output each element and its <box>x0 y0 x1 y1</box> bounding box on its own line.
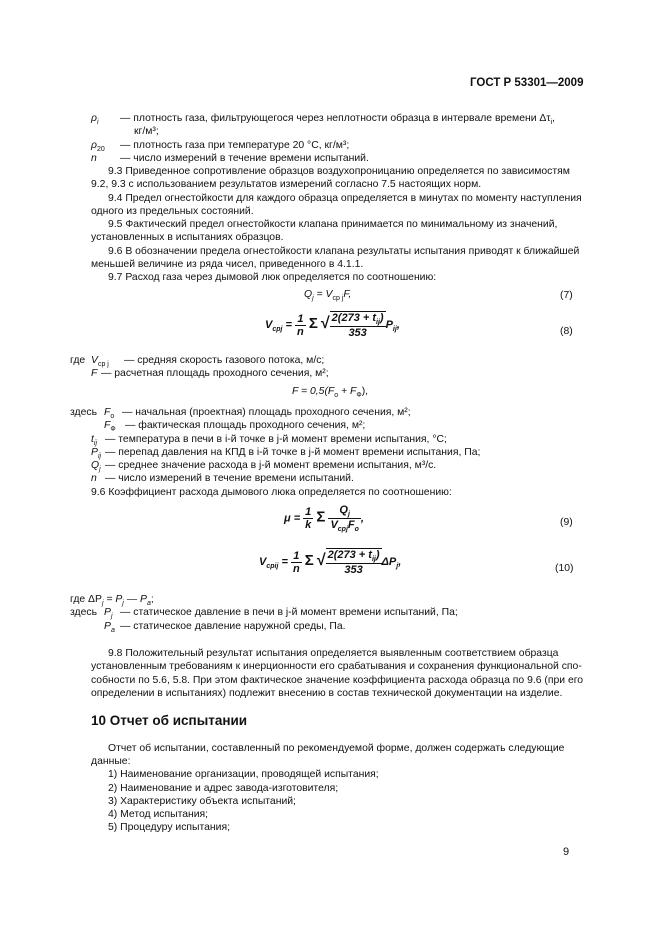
def-ff-sym: $F_Ф$ <box>104 420 116 434</box>
para-9-7: 9.7 Расход газа через дымовой люк определяется по соотношению: <box>108 272 437 283</box>
def-t-text: — температура в печи в i-й точке в j-й момент времени испытания, °С; <box>105 434 447 445</box>
list-item: 3) Характеристику объекта испытаний; <box>108 796 296 807</box>
document-id: ГОСТ Р 53301—2009 <box>470 77 584 89</box>
para-9-5-line2: установленных в испытаниях образцов. <box>91 232 284 243</box>
list-item: 1) Наименование организации, проводящей испытания; <box>108 769 379 780</box>
def-fo-text: — начальная (проектная) площадь проходного сечения, м²; <box>122 407 411 418</box>
def-f-text: — расчетная площадь проходного сечения, м²; <box>101 368 329 379</box>
formula-area: $F = 0,5(F_о + F_Ф)$, <box>292 386 369 400</box>
def-pa-sym: $P_a$ <box>104 621 115 635</box>
def-n-sym: n <box>91 153 97 164</box>
formula-8: $V_{cpj}$ = $\frac{1}{n}$ Σ √ $\frac{2(273 + t_{ij})}{353}$ $P_{ij}$, <box>265 312 400 340</box>
def-t-sym: $t_{ij}$ <box>91 434 98 448</box>
para-9-8-line1: 9.8 Положительный результат испытания определяется выявленным соответствием образца <box>108 648 559 659</box>
list-item: 2) Наименование и адрес завода-изготовителя; <box>108 783 339 794</box>
para-9-3-line2: 9.2, 9.3 с использованием результатов измерений согласно 7.5 настоящих норм. <box>91 179 482 190</box>
equation-number-9: (9) <box>560 517 573 528</box>
def-p-sym: $P_{ij}$ <box>91 447 102 461</box>
section-10-title: 10 Отчет об испытании <box>91 713 248 728</box>
def-rho-i-cont: кг/м³; <box>134 126 159 137</box>
list-item: 4) Метод испытания; <box>108 809 209 820</box>
equation-number-7: (7) <box>560 290 573 301</box>
para-9-6-line1: 9.6 В обозначении предела огнестойкости клапана результаты испытания приводят к ближайшей <box>108 246 580 257</box>
para-9-3-line1: 9.3 Приведенное сопротивление образцов воздухопроницанию определяется по зависимостям <box>108 166 570 177</box>
def-fo-lead: здесь <box>70 407 97 418</box>
def-pj-lead: здесь <box>70 607 97 618</box>
equation-number-8: (8) <box>560 326 573 337</box>
def-n2-text: — число измерений в течение времени испытаний. <box>105 473 354 484</box>
para-9-5-line1: 9.5 Фактический предел огнестойкости клапана принимается по минимальному из значений, <box>108 219 558 230</box>
def-pj-text: — статическое давление в печи в j-й момент времени испытаний, Па; <box>120 607 458 618</box>
para-9-6-line2: меньшей величине из ряда чисел, приведенного в 4.1.1. <box>91 259 364 270</box>
def-pj-sym: $P_j$ <box>104 607 113 621</box>
def-q-text: — среднее значение расхода в j-й момент времени испытания, м³/с. <box>105 460 437 471</box>
def-n-text: — число измерений в течение времени испытаний. <box>120 153 369 164</box>
para-9-8-line3: собности по 5.6, 5.8. При этом фактическое значение коэффициента расхода образца по 9.6 (при его <box>91 675 584 686</box>
section-10-intro-line2: данные: <box>91 756 131 767</box>
def-f-sym: F <box>91 368 98 379</box>
def-n2-sym: n <box>91 473 97 484</box>
def-delta-p: где $\Delta P_j = P_j$ — $P_a$; <box>70 594 154 608</box>
equation-number-10: (10) <box>555 563 574 574</box>
para-9-8-line4: определении в испытаниях) подлежит внесению в состав технической документации на изделие. <box>91 688 563 699</box>
def-rho-20: $\rho_{20}$ <box>91 140 105 154</box>
def-v-lead: где <box>70 355 86 366</box>
def-q-sym: $Q_j$ <box>91 460 101 474</box>
para-9-6-coef: 9.6 Коэффициент расхода дымового люка определяется по соотношению: <box>91 487 452 498</box>
formula-9: μ = $\frac{1}{k}$ Σ $\frac{Q_j}{V_{cpj}F_o}$ , <box>284 504 364 534</box>
para-9-8-line2: установленным требованиям к инерционности его срабатывания и сохранения функциональной спо- <box>91 661 582 672</box>
def-rho-20-text: — плотность газа при температуре 20 °C, кг/м³; <box>120 140 350 151</box>
section-10-intro-line1: Отчет об испытании, составленный по рекомендуемой форме, должен содержать следующие <box>108 743 565 754</box>
def-rho-i: $\rho_i$ <box>91 113 99 127</box>
para-9-4-line1: 9.4 Предел огнестойкости для каждого образца определяется в минутах по моменту наступления <box>108 193 582 204</box>
formula-7: $Q_j = V_{ср j}F$, <box>304 289 352 303</box>
def-v-text: — средняя скорость газового потока, м/с; <box>124 355 325 366</box>
def-ff-text: — фактическая площадь проходного сечения, м²; <box>125 420 366 431</box>
formula-10: $V_{cpij}$ = $\frac{1}{n}$ Σ √ $\frac{2(273 + t_{ij})}{353}$ $\Delta P_j$, <box>259 549 402 577</box>
para-9-4-line2: одного из предельных состояний. <box>91 206 254 217</box>
def-pa-text: — статическое давление наружной среды, Па. <box>120 621 346 632</box>
page-number: 9 <box>563 846 570 858</box>
def-p-text: — перепад давления на КПД в i-й точке в j-й момент времени испытания, Па; <box>105 447 481 458</box>
def-v-sym: $V_{ср j}$ <box>91 355 109 369</box>
def-fo-sym: $F_о$ <box>104 407 115 421</box>
def-rho-i-text: — плотность газа, фильтрующегося через неплотности образца в интервале времени $\Delta\tau_i$, <box>120 113 555 127</box>
list-item: 5) Процедуру испытания; <box>108 822 230 833</box>
